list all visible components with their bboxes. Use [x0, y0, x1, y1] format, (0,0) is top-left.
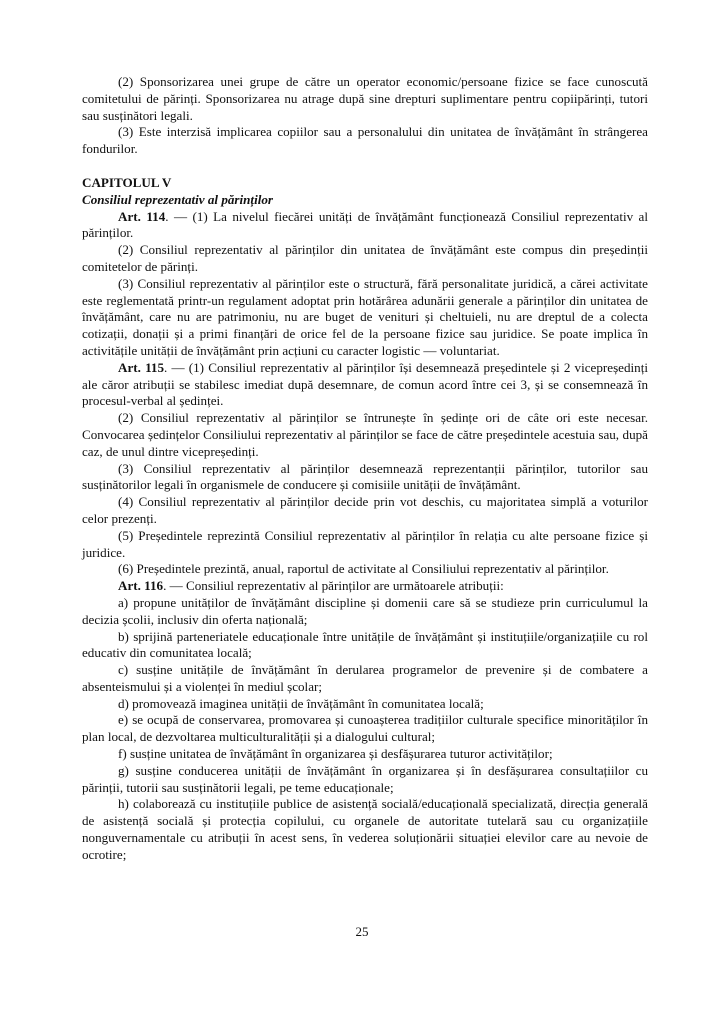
article-114-label: Art. 114: [118, 208, 166, 224]
article-114-paragraph: (3) Consiliul reprezentativ al părinților este o structură, fără personalitate juridică, a cărei activitate este reglementată printr-un regulament adoptat prin hotărârea adunării generale a părinților din unitatea de învățământ, care nu are patrimoniu, nu are buget de venituri și cheltuieli, nu are dreptul de a colecta cotizații, donații și a primi finanțări de orice fel de la persoane fizice sau juridice. Se poate implica în activitățile unității de învățământ prin acțiuni cu caracter logistic — voluntariat.: [82, 275, 648, 358]
article-116-item: c) susține unitățile de învățământ în derularea programelor de prevenire și de combatere a absenteismului și a violenței în mediul școlar;: [82, 662, 648, 694]
article-114-text: . — (1) La nivelul fiecărei unități de învățământ funcționează Consiliul reprezentativ al părinților.: [82, 208, 649, 241]
article-116-label: Art. 116: [118, 578, 164, 594]
document-page: [82, 74, 648, 864]
article-114-paragraph: (2) Consiliul reprezentativ al părinților din unitatea de învățământ este compus din președinții comitetelor de părinți.: [82, 242, 648, 274]
chapter-title: CAPITOLUL V: [82, 174, 172, 190]
article-115-intro: [82, 360, 648, 410]
article-115-text: . — (1) Consiliul reprezentativ al părinților își desemnează președintele și 2 vicepreședinți ale căror atribuții se stabilesc imediat după desemnare, de comun acord între cei 3, și se consemnează în procesul-verbal al ședinței.: [82, 359, 649, 409]
article-116-text: . — Consiliul reprezentativ al părinților are următoarele atribuții:: [163, 578, 504, 594]
article-115-label: Art. 115: [118, 359, 165, 375]
article-115-paragraph: (5) Președintele reprezintă Consiliul reprezentativ al părinților în relația cu alte persoane fizice și juridice.: [82, 527, 648, 560]
article-114-intro: [82, 209, 648, 243]
article-115-paragraph: (2) Consiliul reprezentativ al părinților se întrunește în ședințe ori de câte ori este necesar. Convocarea ședințelor Consiliului reprezentativ al părinților se face de către președintele acestuia sau, după caz, de unul dintre vicepreședinți.: [82, 410, 648, 459]
article-115-paragraph: (4) Consiliul reprezentativ al părinților decide prin vot deschis, cu majoritatea simplă a voturilor celor prezenți.: [82, 494, 648, 526]
page-number: 25: [355, 924, 369, 939]
paragraph-fundraising-ban: (3) Este interzisă implicarea copiilor sau a personalului din unitatea de învățământ în strângerea fondurilor.: [82, 124, 648, 157]
article-116-item: g) susține conducerea unității de învățământ în organizarea și în desfășurarea consultațiilor cu părinții, tutorii sau susținătorii legali, pe teme educaționale;: [82, 762, 648, 795]
article-116-intro: [82, 578, 648, 595]
article-116-item: h) colaborează cu instituțiile publice de asistență socială/educațională specializată, direcția generală de asistență socială și protecția copilului, cu organele de autoritate tutelară sau cu organizațiile nonguvernamentale cu atribuții în acest sens, în vederea soluționării situației elevilor care au nevoie de ocrotire;: [82, 796, 648, 862]
article-115-paragraph: (3) Consiliul reprezentativ al părinților desemnează reprezentanții părinților, tutorilor sau susținătorilor legali în organismele de conducere și comisiile unității de învățământ.: [82, 460, 648, 493]
article-116-item: b) sprijină parteneriatele educaționale între unitățile de învățământ și instituțiile/organizațiile cu rol educativ din comunitatea locală;: [82, 628, 648, 661]
section-gap: [82, 158, 648, 175]
article-116-item: a) propune unităților de învățământ discipline și domenii care să se studieze prin curriculumul la decizia școlii, inclusiv din oferta națională;: [82, 594, 648, 627]
chapter-subtitle: Consiliul reprezentativ al părinților: [82, 191, 273, 207]
article-116-item: e) se ocupă de conservarea, promovarea și cunoașterea tradițiilor culturale specifice minorităților în plan local, de dezvoltarea multiculturalității și a dialogului cultural;: [82, 712, 648, 745]
article-116-item: d) promovează imaginea unității de învățământ în comunitatea locală;: [118, 695, 484, 711]
paragraph-sponsorship: (2) Sponsorizarea unei grupe de către un operator economic/persoane fizice se face cunoscută comitetului de părinți. Sponsorizarea nu atrage după sine drepturi suplimentare pentru copiipărinți, tutori sau susținători legali.: [82, 74, 648, 123]
article-116-item: f) susține unitatea de învățământ în organizarea și desfășurarea tuturor activităților;: [118, 746, 553, 762]
article-115-paragraph: (6) Președintele prezintă, anual, raportul de activitate al Consiliului reprezentativ al părinților.: [118, 561, 609, 577]
